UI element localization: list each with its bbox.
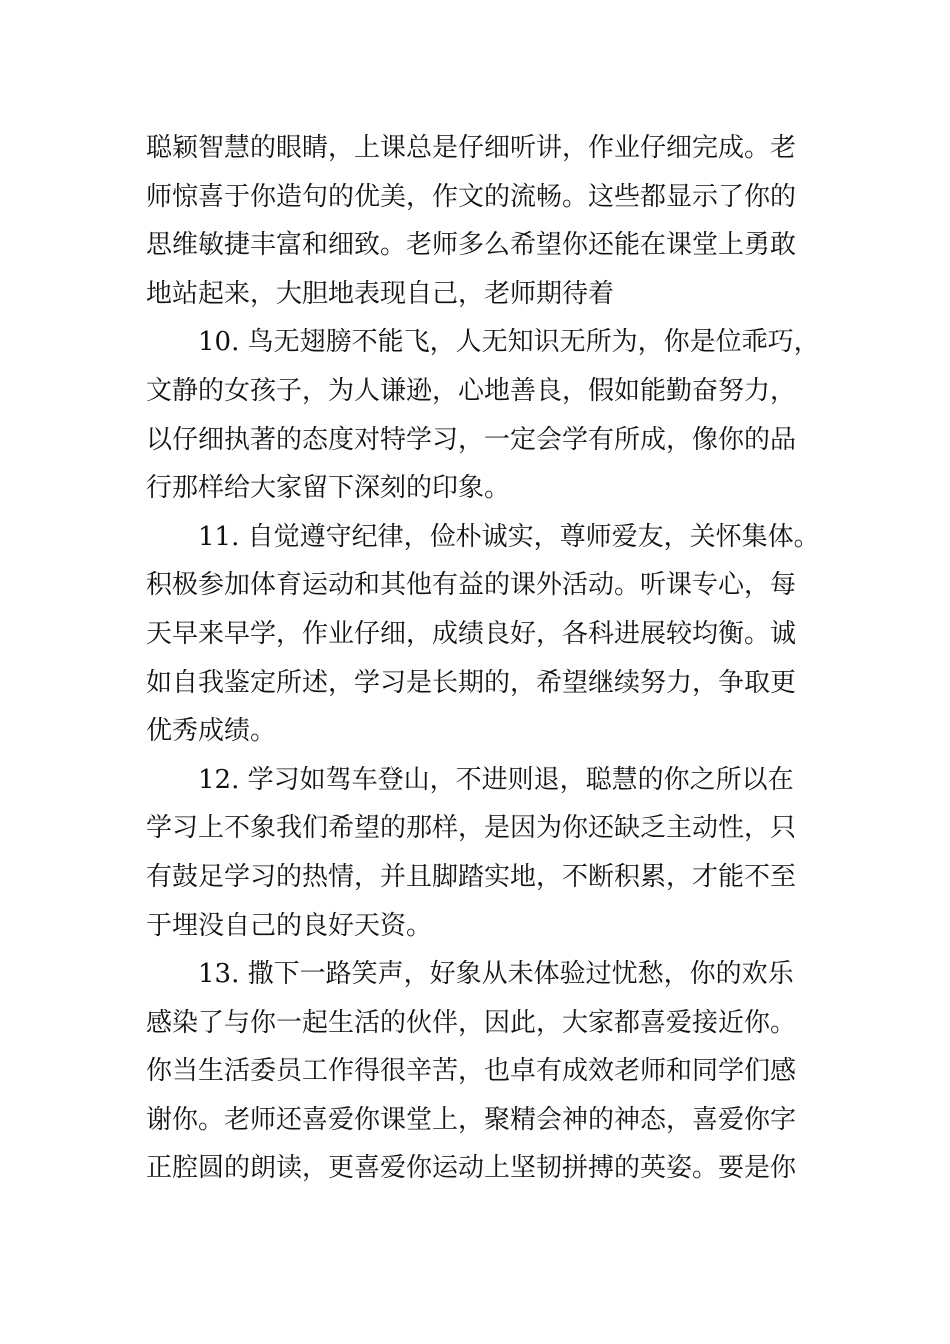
text-line: 师惊喜于你造句的优美，作文的流畅。这些都显示了你的 <box>146 181 797 212</box>
text-line: 聪颖智慧的眼睛，上课总是仔细听讲，作业仔细完成。老 <box>146 133 797 163</box>
text-line: 感染了与你一起生活的伙伴，因此，大家都喜爱接近你。 <box>146 1007 797 1038</box>
text-line: 于埋没自己的良好天资。 <box>146 910 433 941</box>
text-line: 学习上不象我们希望的那样，是因为你还缺乏主动性，只 <box>146 813 797 844</box>
text-line: 思维敏捷丰富和细致。老师多么希望你还能在课堂上勇敢 <box>146 230 797 261</box>
paragraph-start-line: 12. 学习如驾车登山，不进则退，聪慧的你之所以在 <box>198 764 794 795</box>
text-line: 积极参加体育运动和其他有益的课外活动。听课专心，每 <box>146 570 797 601</box>
text-line: 天早来早学，作业仔细，成绩良好，各科进展较均衡。诚 <box>146 618 797 649</box>
text-line: 有鼓足学习的热情，并且脚踏实地，不断积累，才能不至 <box>146 861 797 892</box>
text-line: 文静的女孩子，为人谦逊，心地善良，假如能勤奋努力， <box>146 375 797 406</box>
text-line: 你当生活委员工作得很辛苦，也卓有成效老师和同学们感 <box>146 1056 797 1087</box>
paragraph-start-line: 11. 自觉遵守纪律，俭朴诚实，尊师爱友，关怀集体。 <box>198 521 820 552</box>
text-line: 谢你。老师还喜爱你课堂上，聚精会神的神态，喜爱你字 <box>146 1104 797 1135</box>
text-line: 正腔圆的朗读，更喜爱你运动上坚韧拼搏的英姿。要是你 <box>146 1153 797 1184</box>
text-line: 行那样给大家留下深刻的印象。 <box>146 473 511 504</box>
text-line: 以仔细执著的态度对特学习，一定会学有所成，像你的品 <box>146 424 797 455</box>
document-body <box>146 124 826 1193</box>
text-line: 地站起来，大胆地表现自己，老师期待着 <box>146 278 615 309</box>
text-line: 如自我鉴定所述，学习是长期的，希望继续努力，争取更 <box>146 667 797 698</box>
paragraph-start-line: 13. 撒下一路笑声，好象从未体验过忧愁，你的欢乐 <box>198 959 794 990</box>
paragraph-start-line: 10. 鸟无翅膀不能飞，人无知识无所为，你是位乖巧， <box>198 327 820 358</box>
text-line: 优秀成绩。 <box>146 716 277 747</box>
